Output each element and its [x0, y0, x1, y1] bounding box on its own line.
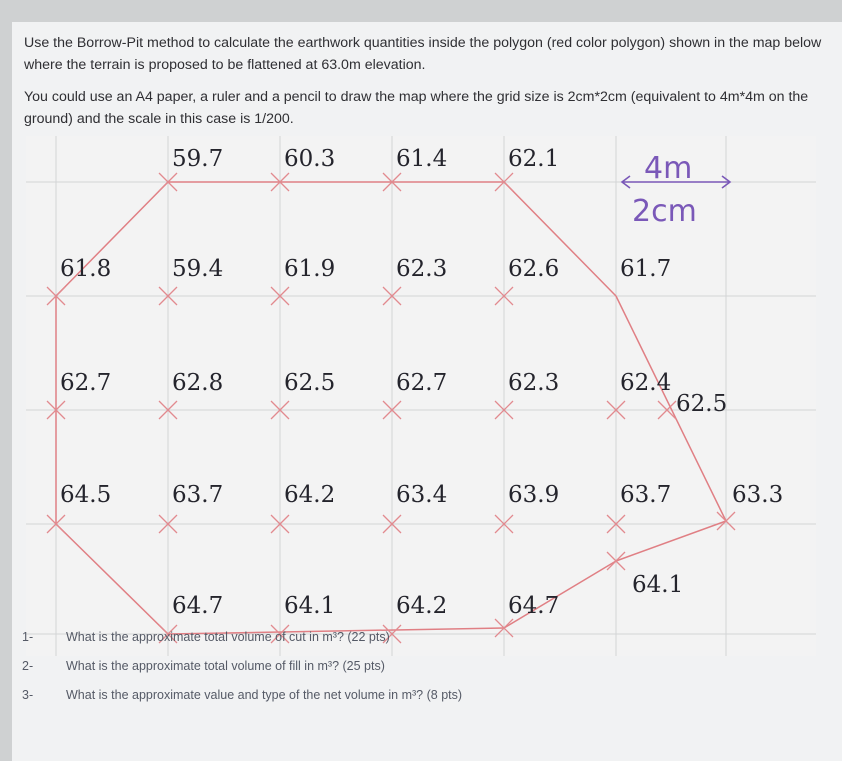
scale-indicator — [622, 151, 730, 229]
intro-paragraph-1: Use the Borrow-Pit method to calculate the earthwork quantities inside the polygon (red color polygon) shown in the map below where the terrain is proposed to be flattened at 63.0m elevation. — [24, 35, 822, 73]
elevation-label: 62.5 — [676, 391, 728, 417]
elevation-label: 62.3 — [396, 256, 448, 282]
elevation-label: 61.4 — [396, 146, 448, 172]
question-number: 3- — [22, 688, 34, 702]
question-item — [22, 659, 802, 688]
elevation-label: 63.7 — [620, 482, 672, 508]
question-item — [22, 630, 802, 659]
elevation-label: 62.5 — [284, 370, 336, 396]
elevation-label: 63.4 — [396, 482, 448, 508]
elevation-label: 64.1 — [284, 593, 336, 619]
elevation-label: 63.7 — [172, 482, 224, 508]
question-number: 2- — [22, 659, 34, 673]
scale-label-2cm: 2cm — [632, 194, 697, 229]
elevation-label: 61.8 — [60, 256, 112, 282]
elevation-label: 63.3 — [732, 482, 784, 508]
question-number: 1- — [22, 630, 34, 644]
question-text: What is the approximate total volume of fill in m³? (25 pts) — [66, 659, 385, 673]
grid-map — [26, 136, 816, 656]
elevation-label: 64.2 — [396, 593, 448, 619]
question-text: What is the approximate total volume of cut in m³? (22 pts) — [66, 630, 390, 644]
elevation-label: 62.6 — [508, 256, 560, 282]
elevation-label: 63.9 — [508, 482, 560, 508]
question-text: What is the approximate value and type of the net volume in m³? (8 pts) — [66, 688, 463, 702]
elevation-label: 64.2 — [284, 482, 336, 508]
question-item — [22, 688, 802, 717]
elevation-label: 60.3 — [284, 146, 336, 172]
intro-paragraph-2: You could use an A4 paper, a ruler and a pencil to draw the map where the grid size is 2cm*2cm (equivalent to 4m*4m on the ground) and the scale in this case is 1/200. — [24, 89, 809, 127]
elevation-label: 59.4 — [172, 256, 224, 282]
elevation-label: 62.7 — [60, 370, 112, 396]
elevation-label: 62.7 — [396, 370, 448, 396]
elevation-label: 64.7 — [508, 593, 560, 619]
elevation-label: 64.7 — [172, 593, 224, 619]
elevation-label: 62.1 — [508, 146, 560, 172]
question-list — [22, 630, 802, 717]
elevation-label: 59.7 — [172, 146, 224, 172]
problem-statement — [24, 32, 824, 140]
elevation-label: 62.4 — [620, 370, 672, 396]
elevation-label: 61.7 — [620, 256, 672, 282]
elevation-label: 62.3 — [508, 370, 560, 396]
elevation-label: 61.9 — [284, 256, 336, 282]
elevation-label: 64.1 — [632, 572, 684, 598]
scale-label-4m: 4m — [644, 151, 693, 186]
red-polygon — [56, 182, 726, 634]
elevation-label: 62.8 — [172, 370, 224, 396]
elevation-label: 64.5 — [60, 482, 112, 508]
